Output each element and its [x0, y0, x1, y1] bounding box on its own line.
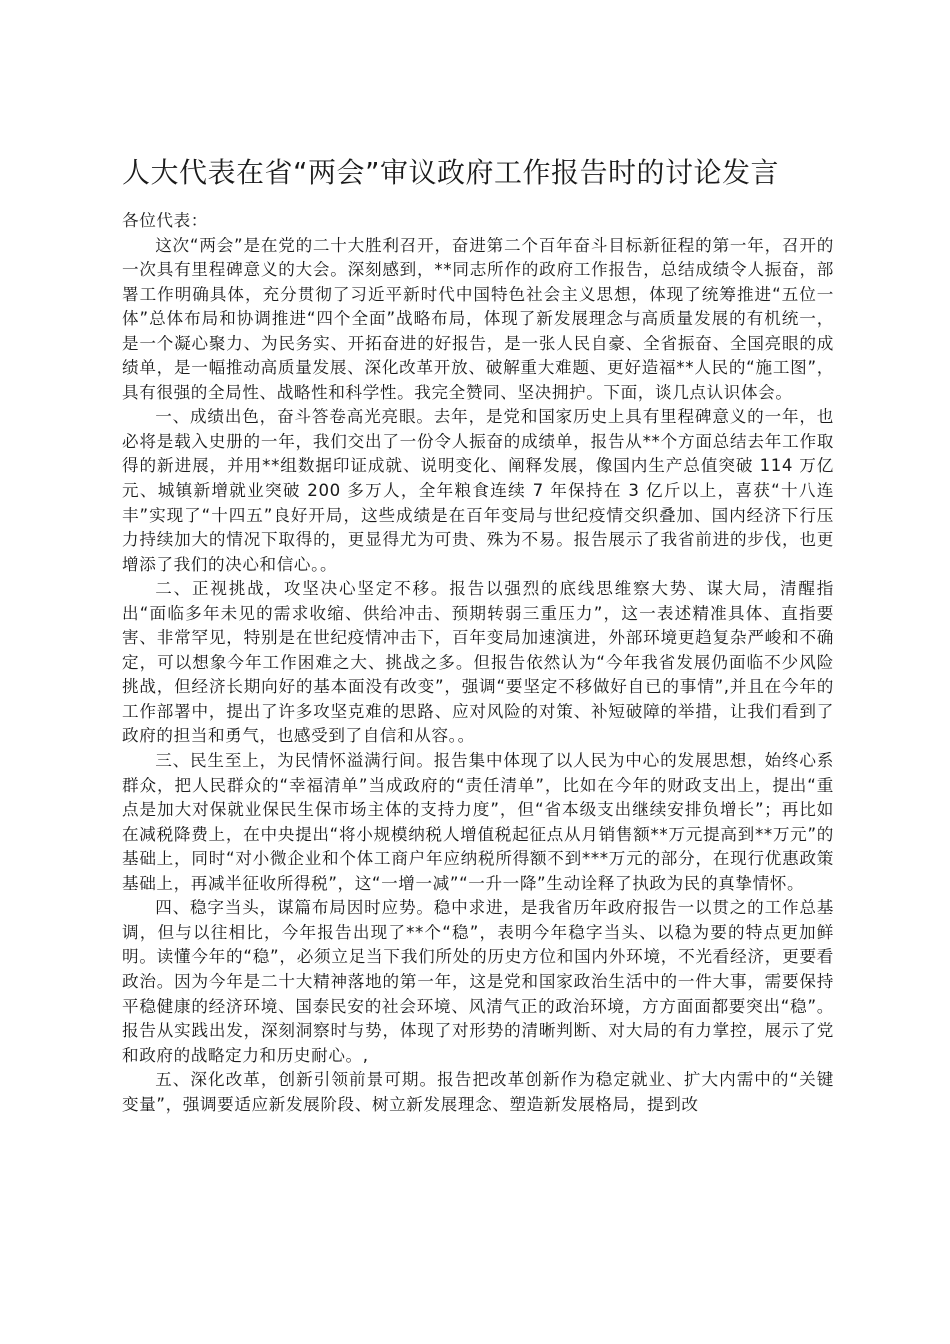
- paragraph-challenges: 二、正视挑战，攻坚决心坚定不移。报告以强烈的底线思维察大势、谋大局，清醒指出“面临多年未见的需求收缩、供给冲击、预期转弱三重压力”，这一表述精准具体、直指要害、非常罕见，特别是在世纪疫情冲击下，百年变局加速演进，外部环境更趋复杂严峻和不确定，可以想象今年工作困难之大、挑战之多。但报告依然认为“今年我省发展仍面临不少风险挑战，但经济长期向好的基本面没有改变”，强调“要坚定不移做好自已的事情”,并且在今年的工作部署中，提出了许多攻坚克难的思路、应对风险的对策、补短破障的举措，让我们看到了政府的担当和勇气，也感受到了自信和从容。。: [122, 579, 834, 746]
- paragraph-stability: 四、稳字当头，谋篇布局因时应势。稳中求进，是我省历年政府报告一以贯之的工作总基调，但与以往相比，今年报告出现了**个“稳”，表明今年稳字当头、以稳为要的特点更加鲜明。读懂今年的“稳”，必须立足当下我们所处的历史方位和国内外环境，不光看经济，更要看政治。因为今年是二十大精神落地的第一年，这是党和国家政治生活中的一件大事，需要保持平稳健康的经济环境、国泰民安的社会环境、风清气正的政治环境，方方面面都要突出“稳”。报告从实践出发，深刻洞察时与势，体现了对形势的清晰判断、对大局的有力掌控，展示了党和政府的战略定力和历史耐心。,: [122, 898, 834, 1065]
- paragraph-livelihood: 三、民生至上，为民情怀溢满行间。报告集中体现了以人民为中心的发展思想，始终心系群众，把人民群众的“幸福清单”当成政府的“责任清单”，比如在今年的财政支出上，提出“重点是加大对保就业保民生保市场主体的支持力度”，但“省本级支出继续安排负增长”；再比如在减税降费上，在中央提出“将小规模纳税人增值税起征点从月销售额**万元提高到**万元”的基础上，同时“对小微企业和个体工商户年应纳税所得额不到***万元的部分，在现行优惠政策基础上，再减半征收所得税”，这“一增一减”“一升一降”生动诠释了执政为民的真挚情怀。: [122, 751, 834, 893]
- salutation: 各位代表：: [122, 211, 208, 230]
- paragraph-achievements: 一、成绩出色，奋斗答卷高光亮眼。去年，是党和国家历史上具有里程碑意义的一年，也必将是载入史册的一年，我们交出了一份令人振奋的成绩单，报告从**个方面总结去年工作取得的新进展，并用**组数据印证成就、说明变化、阐释发展，像国内生产总值突破 114 万亿元、城镇新增就业突破 200 多万人，全年粮食连续 7 年保持在 3 亿斤以上，喜获“十八连丰”实现了“十四五”良好开局，这些成绩是在百年变局与世纪疫情交织叠加、国内经济下行压力持续加大的情况下取得的，更显得尤为可贵、殊为不易。报告展示了我省前进的步伐，也更增添了我们的决心和信心。。: [122, 407, 834, 574]
- document-body: [122, 209, 834, 1117]
- paragraph-intro: 这次“两会”是在党的二十大胜利召开，奋进第二个百年奋斗目标新征程的第一年，召开的一次具有里程碑意义的大会。深刻感到，**同志所作的政府工作报告，总结成绩令人振奋，部署工作明确具体，充分贯彻了习近平新时代中国特色社会主义思想，体现了统筹推进“五位一体”总体布局和协调推进“四个全面”战略布局，体现了新发展理念与高质量发展的有机统一，是一个凝心聚力、为民务实、开拓奋进的好报告，是一张人民自豪、全省振奋、全国亮眼的成绩单，是一幅推动高质量发展、深化改革开放、破解重大难题、更好造福**人民的“施工图”，具有很强的全局性、战略性和科学性。我完全赞同、坚决拥护。下面，谈几点认识体会。: [122, 235, 834, 402]
- paragraph-reform: 五、深化改革，创新引领前景可期。报告把改革创新作为稳定就业、扩大内需中的“关键变量”，强调要适应新发展阶段、树立新发展理念、塑造新发展格局，提到改: [122, 1070, 834, 1114]
- document-title: 人大代表在省“两会”审议政府工作报告时的讨论发言: [122, 156, 780, 189]
